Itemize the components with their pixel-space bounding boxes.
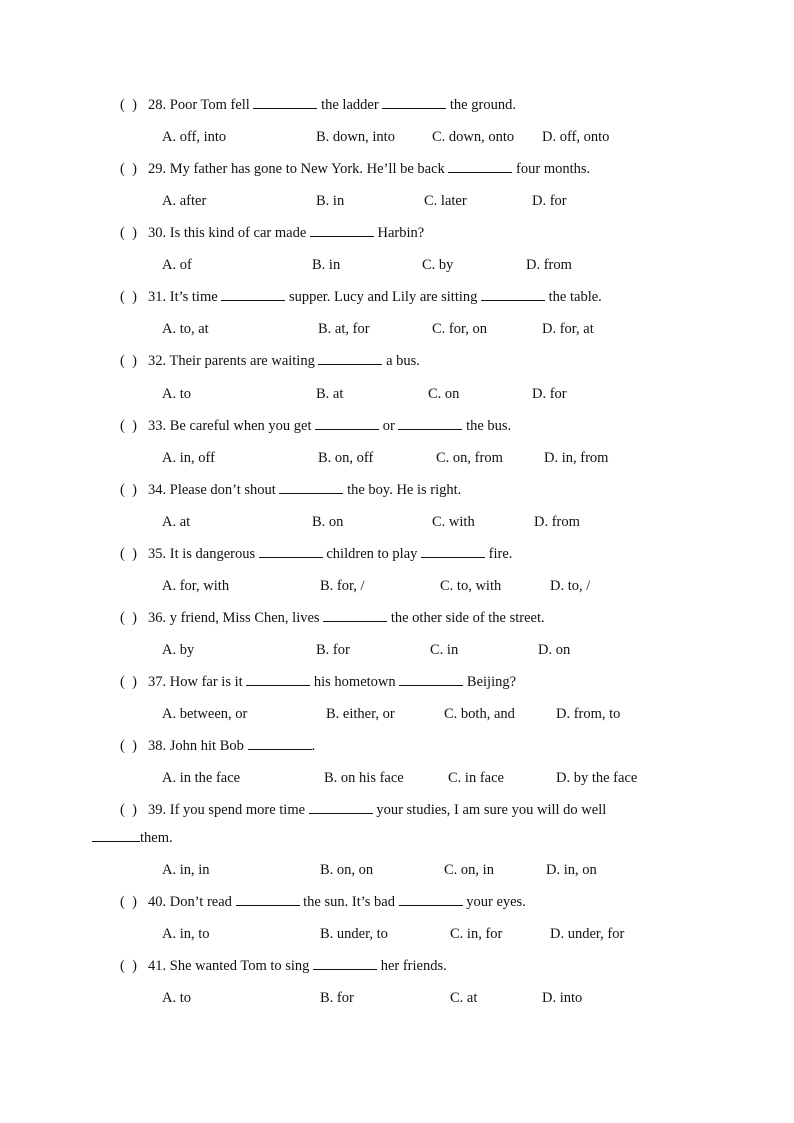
answer-blank[interactable] xyxy=(399,673,463,686)
question-30: ( ) 30. Is this kind of car made Harbin? xyxy=(120,225,425,241)
question-text: Harbin? xyxy=(373,225,425,241)
question-text: John hit Bob xyxy=(169,738,248,754)
option-c[interactable]: C. later xyxy=(424,193,467,209)
option-c[interactable]: C. in xyxy=(430,642,459,658)
option-a[interactable]: A. to xyxy=(162,386,191,402)
option-c[interactable]: C. down, onto xyxy=(432,129,515,145)
question-text: Be careful when you get xyxy=(169,418,316,434)
option-d[interactable]: D. in, from xyxy=(544,450,609,466)
option-d[interactable]: D. from, to xyxy=(556,706,621,722)
answer-bracket[interactable]: ( ) xyxy=(120,894,137,910)
option-b[interactable]: B. for, / xyxy=(320,578,365,594)
option-b[interactable]: B. at, for xyxy=(318,321,370,337)
option-a[interactable]: A. by xyxy=(162,642,195,658)
option-d[interactable]: D. from xyxy=(534,514,580,530)
option-a[interactable]: A. at xyxy=(162,514,191,530)
question-number: 40 xyxy=(148,894,163,910)
answer-blank[interactable] xyxy=(221,288,285,301)
option-d[interactable]: D. into xyxy=(542,990,583,1006)
option-b[interactable]: B. on xyxy=(312,514,344,530)
option-d[interactable]: D. from xyxy=(526,257,572,273)
option-a[interactable]: A. between, or xyxy=(162,706,248,722)
question-text: If you spend more time xyxy=(169,802,309,818)
answer-bracket[interactable]: ( ) xyxy=(120,738,137,754)
answer-blank[interactable] xyxy=(259,545,323,558)
option-d[interactable]: D. for xyxy=(532,193,567,209)
question-text: your eyes. xyxy=(462,894,526,910)
question-text: How far is it xyxy=(169,674,247,690)
question-36: ( ) 36. y friend, Miss Chen, lives the other side of the street. xyxy=(120,610,545,626)
options-row xyxy=(162,769,722,787)
option-c[interactable]: C. with xyxy=(432,514,475,530)
question-38: ( ) 38. John hit Bob . xyxy=(120,738,316,754)
option-c[interactable]: C. on xyxy=(428,386,460,402)
question-text: his hometown xyxy=(310,674,400,690)
answer-bracket[interactable]: ( ) xyxy=(120,161,137,177)
question-text: the ladder xyxy=(317,97,383,113)
question-number: 37 xyxy=(148,674,163,690)
options-row xyxy=(162,192,722,210)
options-row xyxy=(162,861,722,879)
answer-bracket[interactable]: ( ) xyxy=(120,225,137,241)
question-number: 33 xyxy=(148,418,163,434)
option-a[interactable]: A. in the face xyxy=(162,770,241,786)
question-32: ( ) 32. Their parents are waiting a bus. xyxy=(120,353,420,369)
question-text: Their parents are waiting xyxy=(169,353,319,369)
option-a[interactable]: A. off, into xyxy=(162,129,227,145)
option-d[interactable]: D. under, for xyxy=(550,926,625,942)
answer-bracket[interactable]: ( ) xyxy=(120,97,137,113)
options-row xyxy=(162,641,722,659)
answer-bracket[interactable]: ( ) xyxy=(120,482,137,498)
answer-blank[interactable] xyxy=(92,829,140,842)
option-b[interactable]: B. on his face xyxy=(324,770,404,786)
answer-blank[interactable] xyxy=(399,893,463,906)
question-number: 32 xyxy=(148,353,163,369)
option-b[interactable]: B. for xyxy=(320,990,354,1006)
options-row xyxy=(162,385,722,403)
answer-bracket[interactable]: ( ) xyxy=(120,958,137,974)
answer-blank[interactable] xyxy=(318,352,382,365)
question-number: 29 xyxy=(148,161,163,177)
question-number: 36 xyxy=(148,610,163,626)
answer-blank[interactable] xyxy=(248,737,312,750)
question-text: My father has gone to New York. He’ll be back xyxy=(169,161,449,177)
option-a[interactable]: A. in, in xyxy=(162,862,210,878)
question-text: the sun. It’s bad xyxy=(299,894,399,910)
answer-blank[interactable] xyxy=(246,673,310,686)
question-text: y friend, Miss Chen, lives xyxy=(169,610,324,626)
question-text: Poor Tom fell xyxy=(169,97,254,113)
question-text: She wanted Tom to sing xyxy=(169,958,314,974)
question-text: the ground. xyxy=(446,97,516,113)
option-b[interactable]: B. on, off xyxy=(318,450,374,466)
option-a[interactable]: A. after xyxy=(162,193,207,209)
option-d[interactable]: D. to, / xyxy=(550,578,591,594)
question-41: ( ) 41. She wanted Tom to sing her friends. xyxy=(120,958,447,974)
option-c[interactable]: C. in, for xyxy=(450,926,503,942)
option-a[interactable]: A. to xyxy=(162,990,191,1006)
option-b[interactable]: B. down, into xyxy=(316,129,395,145)
options-row xyxy=(162,128,722,146)
options-row xyxy=(162,449,722,467)
answer-blank[interactable] xyxy=(253,96,317,109)
option-b[interactable]: B. under, to xyxy=(320,926,388,942)
question-text: your studies, I am sure you will do well xyxy=(372,802,607,818)
question-text: the table. xyxy=(545,289,602,305)
option-c[interactable]: C. for, on xyxy=(432,321,487,337)
answer-bracket[interactable]: ( ) xyxy=(120,674,137,690)
answer-bracket[interactable]: ( ) xyxy=(120,546,137,562)
answer-blank[interactable] xyxy=(313,957,377,970)
options-row xyxy=(162,320,722,338)
option-b[interactable]: B. for xyxy=(316,642,350,658)
answer-blank[interactable] xyxy=(421,545,485,558)
question-number: 34 xyxy=(148,482,163,498)
option-a[interactable]: A. in, to xyxy=(162,926,210,942)
answer-blank[interactable] xyxy=(315,417,379,430)
question-text: Is this kind of car made xyxy=(169,225,310,241)
question-40: ( ) 40. Don’t read the sun. It’s bad your eyes. xyxy=(120,894,526,910)
option-d[interactable]: D. for xyxy=(532,386,567,402)
answer-blank[interactable] xyxy=(279,481,343,494)
question-text-continued: them. xyxy=(140,830,173,846)
question-text: fire. xyxy=(485,546,513,562)
answer-blank[interactable] xyxy=(448,160,512,173)
options-row xyxy=(162,577,722,595)
option-c[interactable]: C. by xyxy=(422,257,454,273)
question-text: four months. xyxy=(512,161,591,177)
question-number: 41 xyxy=(148,958,163,974)
option-b[interactable]: B. at xyxy=(316,386,344,402)
question-text: . xyxy=(311,738,316,754)
answer-blank[interactable] xyxy=(382,96,446,109)
options-row xyxy=(162,256,722,274)
question-text: Don’t read xyxy=(169,894,236,910)
options-row xyxy=(162,925,722,943)
option-a[interactable]: A. in, off xyxy=(162,450,215,466)
question-text: or xyxy=(379,418,399,434)
question-text: Beijing? xyxy=(463,674,517,690)
answer-blank[interactable] xyxy=(309,801,373,814)
answer-blank[interactable] xyxy=(398,417,462,430)
option-a[interactable]: A. for, with xyxy=(162,578,230,594)
option-b[interactable]: B. on, on xyxy=(320,862,374,878)
question-text: her friends. xyxy=(377,958,447,974)
question-text: It is dangerous xyxy=(169,546,259,562)
question-37: ( ) 37. How far is it his hometown Beijing? xyxy=(120,674,517,690)
question-number: 30 xyxy=(148,225,163,241)
answer-bracket[interactable]: ( ) xyxy=(120,353,137,369)
option-d[interactable]: D. by the face xyxy=(556,770,638,786)
question-31: ( ) 31. It’s time supper. Lucy and Lily are sitting the table. xyxy=(120,289,602,305)
option-b[interactable]: B. either, or xyxy=(326,706,395,722)
question-28: ( ) 28. Poor Tom fell the ladder the ground. xyxy=(120,97,516,113)
option-b[interactable]: B. in xyxy=(312,257,341,273)
option-c[interactable]: C. both, and xyxy=(444,706,515,722)
question-text: children to play xyxy=(322,546,422,562)
option-a[interactable]: A. of xyxy=(162,257,192,273)
option-d[interactable]: D. on xyxy=(538,642,571,658)
question-number: 31 xyxy=(148,289,163,305)
answer-bracket[interactable]: ( ) xyxy=(120,418,137,434)
question-number: 39 xyxy=(148,802,163,818)
option-c[interactable]: C. to, with xyxy=(440,578,502,594)
options-row xyxy=(162,989,722,1007)
answer-blank[interactable] xyxy=(323,609,387,622)
option-c[interactable]: C. at xyxy=(450,990,478,1006)
answer-blank[interactable] xyxy=(481,288,545,301)
option-d[interactable]: D. for, at xyxy=(542,321,594,337)
option-c[interactable]: C. in face xyxy=(448,770,504,786)
question-number: 38 xyxy=(148,738,163,754)
option-a[interactable]: A. to, at xyxy=(162,321,209,337)
answer-bracket[interactable]: ( ) xyxy=(120,802,137,818)
option-d[interactable]: D. off, onto xyxy=(542,129,610,145)
question-29: ( ) 29. My father has gone to New York. He’ll be back four months. xyxy=(120,161,591,177)
option-c[interactable]: C. on, from xyxy=(436,450,503,466)
question-text: the bus. xyxy=(462,418,512,434)
question-number: 28 xyxy=(148,97,163,113)
options-row xyxy=(162,705,722,723)
question-34: ( ) 34. Please don’t shout the boy. He is right. xyxy=(120,482,462,498)
question-text: supper. Lucy and Lily are sitting xyxy=(285,289,482,305)
answer-blank[interactable] xyxy=(236,893,300,906)
question-33: ( ) 33. Be careful when you get or the bus. xyxy=(120,418,512,434)
question-number: 35 xyxy=(148,546,163,562)
option-d[interactable]: D. in, on xyxy=(546,862,597,878)
question-text: a bus. xyxy=(382,353,420,369)
options-row xyxy=(162,513,722,531)
option-b[interactable]: B. in xyxy=(316,193,345,209)
question-39: ( ) 39. If you spend more time your studies, I am sure you will do well them. xyxy=(120,801,606,847)
question-text: the boy. He is right. xyxy=(343,482,462,498)
question-text: the other side of the street. xyxy=(387,610,545,626)
answer-bracket[interactable]: ( ) xyxy=(120,289,137,305)
answer-blank[interactable] xyxy=(310,224,374,237)
option-c[interactable]: C. on, in xyxy=(444,862,494,878)
question-text: It’s time xyxy=(169,289,222,305)
question-text: Please don’t shout xyxy=(169,482,280,498)
question-35: ( ) 35. It is dangerous children to play fire. xyxy=(120,546,513,562)
answer-bracket[interactable]: ( ) xyxy=(120,610,137,626)
